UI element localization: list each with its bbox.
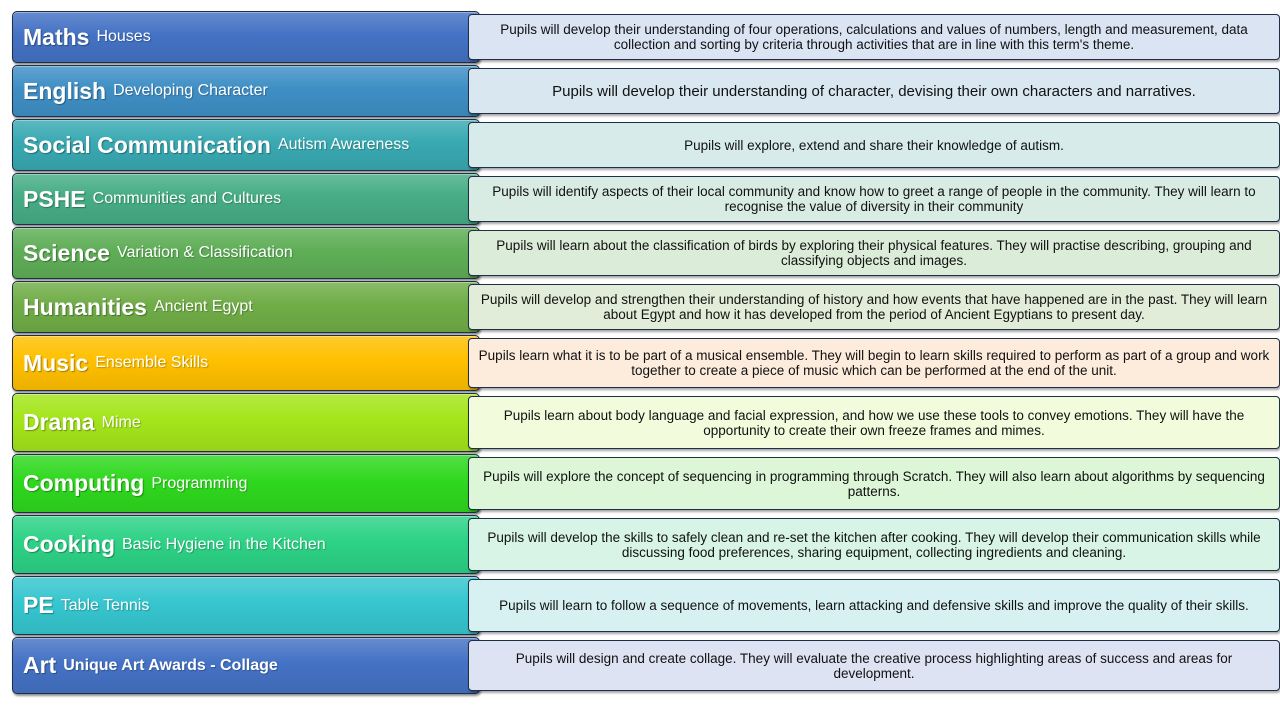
- subject-topic: Autism Awareness: [277, 136, 410, 153]
- row-maths: [12, 11, 1280, 63]
- row-humanities: [12, 281, 1280, 333]
- subject-label-english: [12, 65, 480, 117]
- description-box-social-communication: Pupils will explore, extend and share their knowledge of autism.: [468, 122, 1280, 168]
- subject-topic: Variation & Classification: [116, 244, 293, 261]
- row-social-communication: [12, 119, 1280, 171]
- row-music: [12, 335, 1280, 391]
- row-science: [12, 227, 1280, 279]
- subject-name: Social Communication: [23, 131, 271, 158]
- row-art: [12, 637, 1280, 694]
- subject-topic: Programming: [151, 474, 248, 492]
- subject-name: Cooking: [23, 531, 115, 557]
- subject-topic: Ancient Egypt: [153, 298, 253, 315]
- subject-label-maths: [12, 11, 480, 63]
- subject-label-drama: [12, 393, 480, 452]
- description-box-computing: Pupils will explore the concept of sequencing in programming through Scratch. They will also learn about algorithms by sequencing patterns.: [468, 457, 1280, 510]
- row-pe: [12, 576, 1280, 635]
- subject-topic: Communities and Cultures: [92, 190, 282, 207]
- description-box-drama: Pupils learn about body language and facial expression, and how we use these tools to convey emotions. They will have the opportunity to create their own freeze frames and mimes.: [468, 396, 1280, 449]
- subject-topic: Unique Art Awards - Collage: [63, 656, 278, 674]
- subject-name: Humanities: [23, 293, 147, 320]
- subject-label-cooking: [12, 515, 480, 574]
- subject-name: Drama: [23, 409, 95, 435]
- description-box-english: Pupils will develop their understanding of character, devising their own characters and narratives.: [468, 68, 1280, 114]
- subject-topic: Table Tennis: [60, 596, 150, 614]
- description-box-cooking: Pupils will develop the skills to safely clean and re-set the kitchen after cooking. They will develop their communication skills while discussing food preferences, sharing equipment, collecting ingredients and cleaning.: [468, 518, 1280, 571]
- row-cooking: [12, 515, 1280, 574]
- subject-topic: Basic Hygiene in the Kitchen: [122, 535, 326, 553]
- description-box-pe: Pupils will learn to follow a sequence of movements, learn attacking and defensive skills and improve the quality of their skills.: [468, 579, 1280, 632]
- subject-label-science: [12, 227, 480, 279]
- subject-label-music: [12, 335, 480, 391]
- subject-label-art: [12, 637, 480, 694]
- subject-name: Maths: [23, 23, 90, 50]
- subject-topic: Houses: [96, 28, 151, 45]
- row-computing: [12, 454, 1280, 513]
- subject-name: Science: [23, 239, 110, 266]
- subject-label-pshe: [12, 173, 480, 225]
- subject-name: Music: [23, 349, 89, 376]
- subject-label-computing: [12, 454, 480, 513]
- subject-topic: Ensemble Skills: [95, 354, 209, 371]
- description-box-music: Pupils learn what it is to be part of a musical ensemble. They will begin to learn skills required to perform as part of a group and work together to create a piece of music which can be performed at the end of the unit.: [468, 338, 1280, 388]
- subject-topic: Mime: [101, 413, 141, 431]
- subject-name: PSHE: [23, 185, 86, 212]
- row-pshe: [12, 173, 1280, 225]
- row-drama: [12, 393, 1280, 452]
- subject-label-social-communication: [12, 119, 480, 171]
- subject-name: Art: [23, 652, 57, 678]
- subject-name: English: [23, 77, 107, 104]
- subject-label-humanities: [12, 281, 480, 333]
- description-box-humanities: Pupils will develop and strengthen their understanding of history and how events that have happened are in the past. They will learn about Egypt and how it has developed from the period of Ancient Egyptians to present day.: [468, 284, 1280, 330]
- description-box-pshe: Pupils will identify aspects of their local community and know how to greet a range of people in the community. They will learn to recognise the value of diversity in their community: [468, 176, 1280, 222]
- subject-label-pe: [12, 576, 480, 635]
- description-box-maths: Pupils will develop their understanding of four operations, calculations and values of numbers, length and measurement, data collection and sorting by criteria through activities that are in line with this term's theme.: [468, 14, 1280, 60]
- subject-name: PE: [23, 592, 54, 618]
- subject-name: Computing: [23, 470, 145, 496]
- description-box-art: Pupils will design and create collage. They will evaluate the creative process highlighting areas of success and areas for development.: [468, 640, 1280, 691]
- description-box-science: Pupils will learn about the classification of birds by exploring their physical features. They will practise describing, grouping and classifying objects and images.: [468, 230, 1280, 276]
- row-english: [12, 65, 1280, 117]
- subject-topic: Developing Character: [113, 82, 268, 99]
